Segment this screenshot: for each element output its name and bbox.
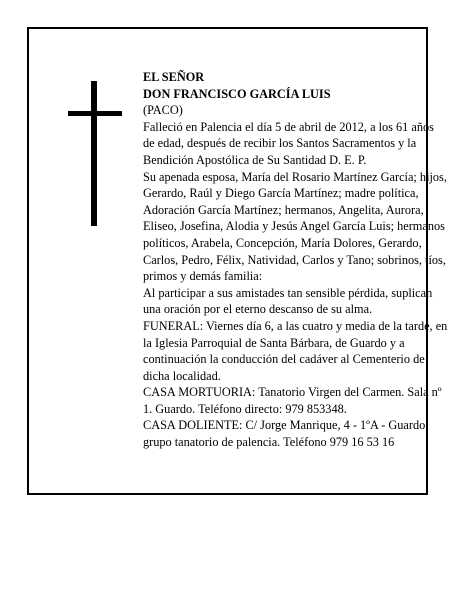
prayer-request: Al participar a sus amistades tan sensible pérdida, suplican una oración por el eterno descanso de su alma. bbox=[143, 285, 433, 317]
funeral-home-contact: grupo tanatorio de palencia. Teléfono 979 16 53 16 bbox=[143, 435, 395, 450]
mortuary-info: CASA MORTUORIA: Tanatorio Virgen del Carmen. Sala nº 1. Guardo. Teléfono directo: 979 853348. bbox=[143, 385, 442, 416]
deceased-name: DON FRANCISCO GARCÍA LUIS bbox=[143, 86, 331, 101]
family-home-info: CASA DOLIENTE: C/ Jorge Manrique, 4 - 1ºA - Guardo. bbox=[143, 418, 429, 433]
family-list: Su apenada esposa, María del Rosario Martínez García; hijos, Gerardo, Raúl y Diego García Martínez; madre política, Adoración García Martínez; hermanos, Angelita, Aurora, Eliseo, Josefina, Alodia y Jesús Angel García Luis; hermanos políticos, Arabela, Concepción, María Dolores, Gerardo, Carlos, Pedro, Félix, Natividad, Carlos y Tano; sobrinos, tíos, primos y demás familia: bbox=[143, 169, 447, 284]
obituary-frame bbox=[27, 27, 448, 495]
cross-icon bbox=[65, 81, 125, 231]
death-notice: Falleció en Palencia el día 5 de abril de 2012, a los 61 años de edad, después de recibir los Santos Sacramentos y la Bendición Apostólica de Su Santidad D. E. P. bbox=[143, 119, 434, 167]
obituary-text bbox=[143, 69, 448, 451]
title-line-1: EL SEÑOR bbox=[143, 70, 205, 84]
funeral-info: FUNERAL: Viernes día 6, a las cuatro y media de la tarde, en la Iglesia Parroquial de Santa Bárbara, de Guardo y a continuación la conducción del cadáver al Cementerio de dicha localidad. bbox=[143, 318, 448, 383]
nickname: (PACO) bbox=[143, 103, 183, 118]
